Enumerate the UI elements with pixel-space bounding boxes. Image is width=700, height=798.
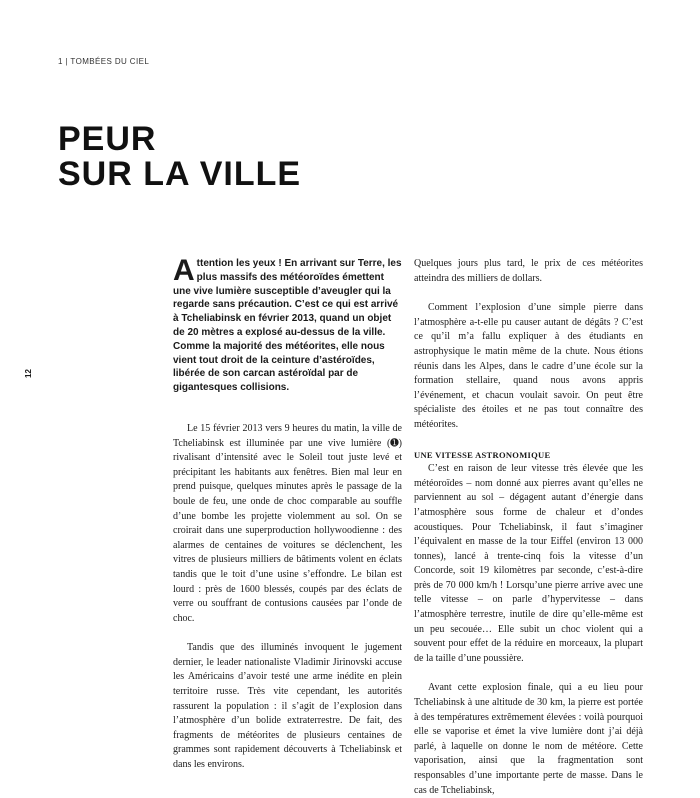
- drop-cap: A: [173, 254, 195, 287]
- body-paragraph-5: Avant cette explosion finale, qui a eu lieu pour Tcheliabinsk à une altitude de 30 km, la pierre est portée à des températures extrêmement élevées : voilà pourquoi elle se vaporise et émet la vive lumière dont j’ai déjà parlé, à laquelle on donne le nom de météore. Cette vaporisation, ainsi que la fragmentation sont responsables d’une importante perte de masse. Dans le cas de Tcheliabinsk,: [414, 682, 643, 796]
- body-paragraph-2: Tandis que des illuminés invoquent le jugement dernier, le leader nationaliste Vladimir Jirinovski accuse les Américains d’avoir testé une arme inédite en plein territoire russe. Très vite cependant, les autorités rassurent la population : il s’agit de l’explosion dans l’atmosphère d’un bolide extraterrestre. De fait, des fragments de météorites de plusieurs centaines de grammes sont rapidement découverts à Tcheliabinsk et dans les environs.: [173, 642, 402, 771]
- body-paragraph-3: Comment l’explosion d’une simple pierre dans l’atmosphère a-t-elle pu causer autant de dégâts ? C’est ce qu’il m’a fallu expliquer à des étudiants en astrophysique le matin même de la chute. Nous étions réunis dans les Alpes, dans le cadre d’une école sur la formation stellaire, quand nous avons appris l’événement, et chacun voulait savoir. On peut être spécialiste des étoiles et ne pas tout connaître des météorites.: [414, 302, 643, 430]
- section-subhead: UNE VITESSE ASTRONOMIQUE: [414, 449, 551, 460]
- lede-paragraph: [173, 254, 402, 395]
- chapter-title: [58, 122, 301, 192]
- left-column: [173, 254, 402, 773]
- body-paragraph-4: C’est en raison de leur vitesse très élevée que les météoroïdes – nom donné aux pierres avant qu’elles ne parviennent au sol – dégagent autant d’énergie dans l’atmosphère sous forme de chaleur et d’ondes acoustiques. Pour Tcheliabinsk, il faut s’imaginer l’équivalent en masse de la tour Eiffel (environ 13 000 tonnes), lancé à trente-cinq fois la vitesse d’un Concorde, soit 19 kilomètres par seconde, c’est-à-dire près de 70 000 km/h ! Lorsqu’une pierre arrive avec une telle vitesse – on parle d’hypervitesse – dans l’atmosphère terrestre, inutile de dire qu’elle-même est un peu secouée… Elle subit un choc violent qui a souvent pour effet de la réduire en morceaux, la plupart de la taille d’une poussière.: [414, 463, 643, 664]
- body-paragraph-continued: Quelques jours plus tard, le prix de ces météorites atteindra des milliers de dollars.: [414, 258, 643, 284]
- title-line-2: SUR LA VILLE: [58, 155, 302, 193]
- body-paragraph-1: Le 15 février 2013 vers 9 heures du matin, la ville de Tcheliabinsk est illuminée par une vive lumière (➊) rivalisant d’intensité avec le Soleil tout juste levé et précipitant les habitants aux fenêtres. Bien mal leur en prend puisque, quelques minutes après le passage de la boule de feu, une onde de choc comparable au souffle d’une bombe les projette violemment au sol. On se croirait dans une superproduction hollywoodienne : des alarmes de centaines de voitures se déclenchent, les vitres de plusieurs milliers de bâtiments volent en éclats tandis que le toit d’une usine s’effondre. Le bilan est lourd : près de 1600 blessés, coupés par des éclats de verre ou souffrant de contusions causées par l’onde de choc.: [173, 422, 402, 624]
- right-column: [414, 257, 643, 798]
- page-number: 12: [24, 369, 33, 378]
- running-head: 1 | TOMBÉES DU CIEL: [58, 57, 150, 66]
- title-line-1: PEUR: [58, 120, 157, 158]
- lede-text: ttention les yeux ! En arrivant sur Terre, les plus massifs des météoroïdes émettent une vive lumière susceptible d’aveugler qui la regarde sans précaution. C’est ce qui est arrivé à Tcheliabinsk en février 2013, quand un objet de 20 mètres a explosé au-dessus de la ville. Comme la majorité des météorites, elle nous vient tout droit de la ceinture d’astéroïdes, libérée de son carcan astéroïdal par de gigantesques collisions.: [173, 258, 402, 394]
